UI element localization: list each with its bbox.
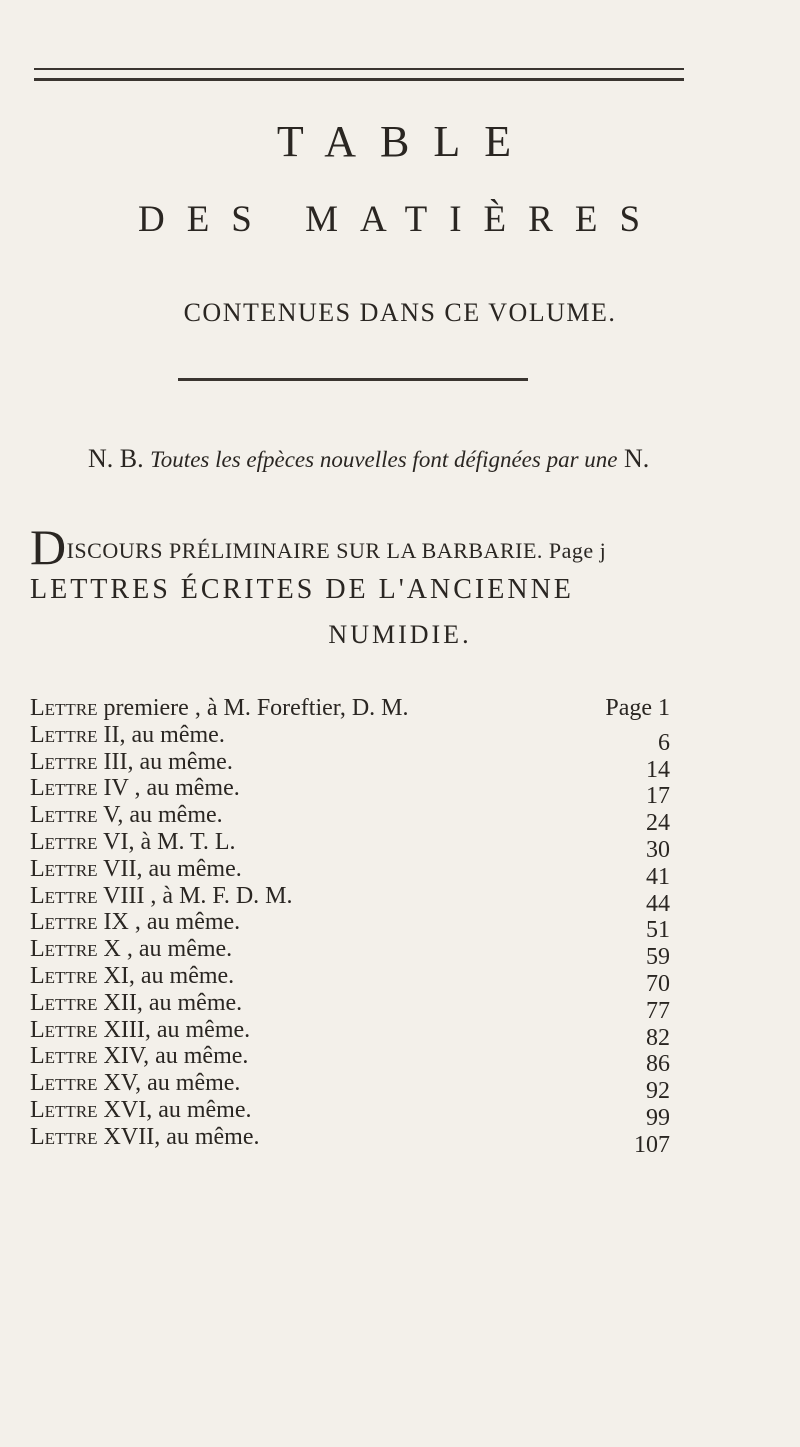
entry-page: 24 [646, 810, 670, 837]
entry-page: 6 [658, 729, 670, 756]
entry-page: 30 [646, 836, 670, 863]
entry-label: Lettre [30, 1016, 98, 1043]
note-prefix: N. B. [88, 444, 144, 473]
entry-label: Lettre [30, 1123, 98, 1150]
page-title: TABLE [276, 117, 536, 166]
entry-text: XII, au même. [103, 989, 243, 1016]
entry-text: VII, au même. [103, 855, 242, 882]
entry-label: Lettre [30, 936, 98, 963]
entry-page: 59 [646, 944, 670, 971]
entry-text: premiere , à M. Foreftier, D. M. [103, 695, 409, 721]
drop-initial: D [30, 519, 67, 575]
page-subtitle-2: CONTENUES DANS CE VOLUME. [183, 298, 617, 327]
entry-page: 51 [646, 917, 670, 944]
section-rule [178, 378, 528, 381]
toc-entry [30, 1123, 670, 1158]
discours-entry [30, 518, 606, 576]
entry-label: Lettre [30, 1070, 98, 1097]
toc-entry [30, 962, 670, 997]
table-of-contents [30, 695, 670, 1158]
section-heading: LETTRES ÉCRITES DE L'ANCIENNE [30, 574, 574, 605]
toc-entry [30, 1043, 670, 1078]
entry-label: Lettre [30, 721, 98, 748]
entry-text: V, au même. [103, 802, 223, 829]
entry-text: VI, à M. T. L. [103, 828, 236, 855]
entry-text: IV , au même. [103, 775, 240, 802]
entry-text: II, au même. [103, 721, 225, 748]
entry-label: Lettre [30, 1096, 98, 1123]
entry-text: XI, au même. [103, 962, 235, 989]
entry-text: XIII, au même. [103, 1016, 251, 1043]
entry-page: 107 [634, 1131, 670, 1158]
entry-label: Lettre [30, 989, 98, 1016]
toc-entry [30, 721, 670, 756]
entry-page: 86 [646, 1051, 670, 1078]
toc-entry [30, 989, 670, 1024]
entry-page: 14 [646, 756, 670, 783]
entry-page: 17 [646, 783, 670, 810]
section-heading-2: NUMIDIE. [328, 620, 472, 649]
top-rule-thin [34, 68, 684, 70]
note-suffix: N. [623, 444, 650, 473]
entry-label: Lettre [30, 748, 98, 775]
top-rule-thick [34, 78, 684, 81]
toc-entry [30, 909, 670, 944]
entry-text: XVI, au même. [103, 1096, 252, 1123]
entry-label: Lettre [30, 855, 98, 882]
entry-text: VIII , à M. F. D. M. [103, 882, 293, 909]
entry-page: 44 [646, 890, 670, 917]
entry-text: X , au même. [103, 936, 233, 963]
entry-label: Lettre [30, 909, 98, 936]
toc-entry [30, 802, 670, 837]
entry-page: 99 [646, 1104, 670, 1131]
entry-text: IX , au même. [103, 909, 241, 936]
entry-text: XVII, au même. [103, 1123, 260, 1150]
toc-entry [30, 882, 670, 917]
toc-entry [30, 695, 670, 722]
toc-entry [30, 748, 670, 783]
entry-label: Lettre [30, 1043, 98, 1070]
entry-page: 41 [646, 863, 670, 890]
toc-entry [30, 855, 670, 890]
entry-page: 92 [646, 1078, 670, 1105]
toc-entry [30, 936, 670, 971]
entry-text: III, au même. [103, 748, 233, 775]
toc-entry [30, 1016, 670, 1051]
entry-page: 82 [646, 1024, 670, 1051]
toc-entry [30, 1070, 670, 1105]
toc-entry [30, 1096, 670, 1131]
entry-page: 77 [646, 997, 670, 1024]
entry-text: XV, au même. [103, 1070, 241, 1097]
discours-text: ISCOURS PRÉLIMINAIRE SUR LA BARBARIE. Page j [66, 538, 607, 563]
entry-page: Page 1 [605, 695, 670, 721]
entry-text: XIV, au même. [103, 1043, 249, 1070]
note-text: Toutes les efpèces nouvelles font défignées par une [150, 447, 618, 472]
entry-page: 70 [646, 970, 670, 997]
note-line [88, 444, 649, 474]
entry-label: Lettre [30, 695, 98, 721]
toc-entry [30, 775, 670, 810]
page-subtitle: DES MATIÈRES [137, 199, 663, 240]
entry-label: Lettre [30, 962, 98, 989]
entry-label: Lettre [30, 802, 98, 829]
entry-label: Lettre [30, 775, 98, 802]
entry-label: Lettre [30, 828, 98, 855]
toc-entry [30, 828, 670, 863]
entry-label: Lettre [30, 882, 98, 909]
